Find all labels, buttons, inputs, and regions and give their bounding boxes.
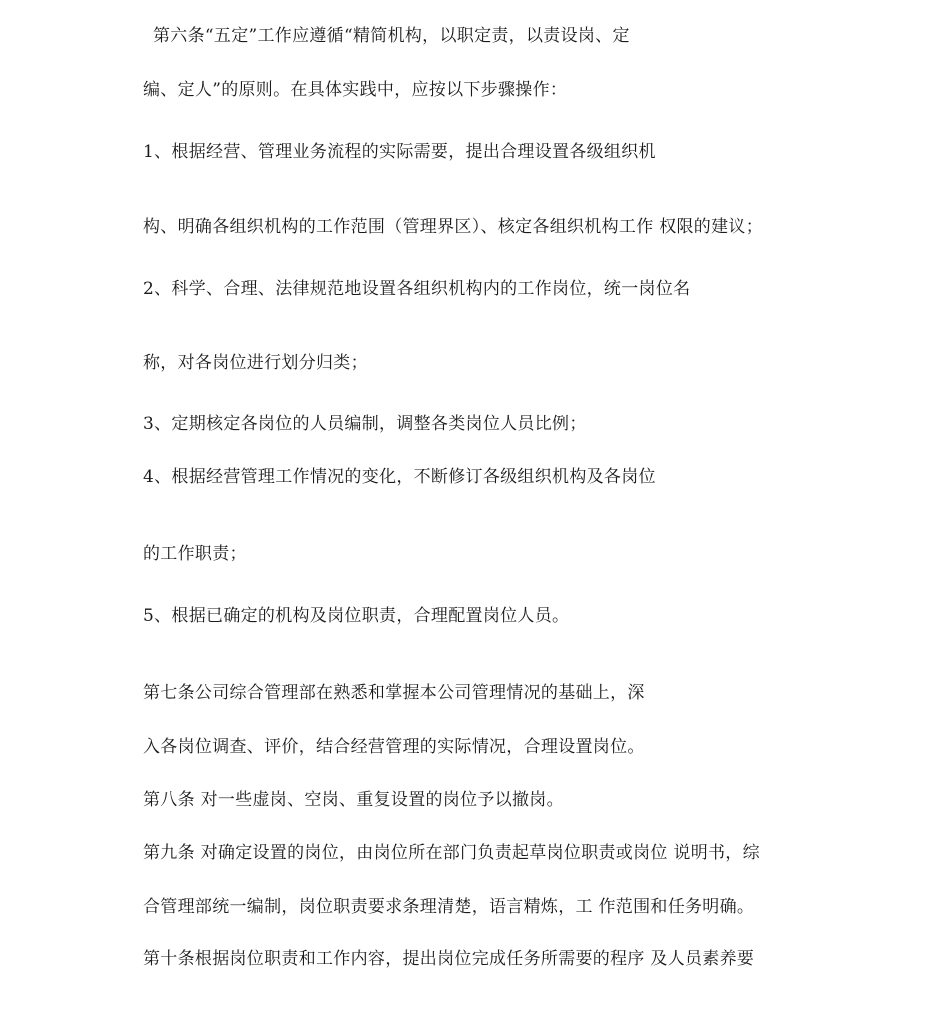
article-6-line-2: 编、定人”的原则。在具体实践中，应按以下步骤操作：: [143, 80, 568, 100]
article-7-line-2: 入各岗位调查、评价，结合经营管理的实际情况，合理设置岗位。: [143, 737, 645, 757]
article-10-line-1: 第十条根据岗位职责和工作内容，提出岗位完成任务所需要的程序 及人员素养要: [143, 949, 755, 969]
step-1-line-2: 构、明确各组织机构的工作范围（管理界区）、核定各组织机构工作 权限的建议；: [143, 217, 764, 237]
step-5-line: 5、根据已确定的机构及岗位职责，合理配置岗位人员。: [143, 606, 570, 626]
step-4-line-1: 4、根据经营管理工作情况的变化，不断修订各级组织机构及各岗位: [143, 467, 656, 487]
article-6-line-1: 第六条“五定”工作应遵循“精简机构，以职定责，以责设岗、定: [153, 26, 630, 46]
step-1-line-1: 1、根据经营、管理业务流程的实际需要，提出合理设置各级组织机: [143, 142, 656, 162]
article-9-line-1: 第九条 对确定设置的岗位，由岗位所在部门负责起草岗位职责或岗位 说明书，综: [143, 843, 760, 863]
step-2-line-2: 称，对各岗位进行划分归类；: [143, 353, 368, 373]
step-3-line: 3、定期核定各岗位的人员编制，调整各类岗位人员比例；: [143, 414, 587, 434]
article-9-line-2: 合管理部统一编制，岗位职责要求条理清楚，语言精炼，工 作范围和任务明确。: [143, 897, 755, 917]
article-8-line: 第八条 对一些虚岗、空岗、重复设置的岗位予以撤岗。: [143, 790, 564, 810]
step-4-line-2: 的工作职责；: [143, 544, 247, 564]
step-2-line-1: 2、科学、合理、法律规范地设置各组织机构内的工作岗位，统一岗位名: [143, 279, 691, 299]
article-7-line-1: 第七条公司综合管理部在熟悉和掌握本公司管理情况的基础上，深: [143, 683, 645, 703]
